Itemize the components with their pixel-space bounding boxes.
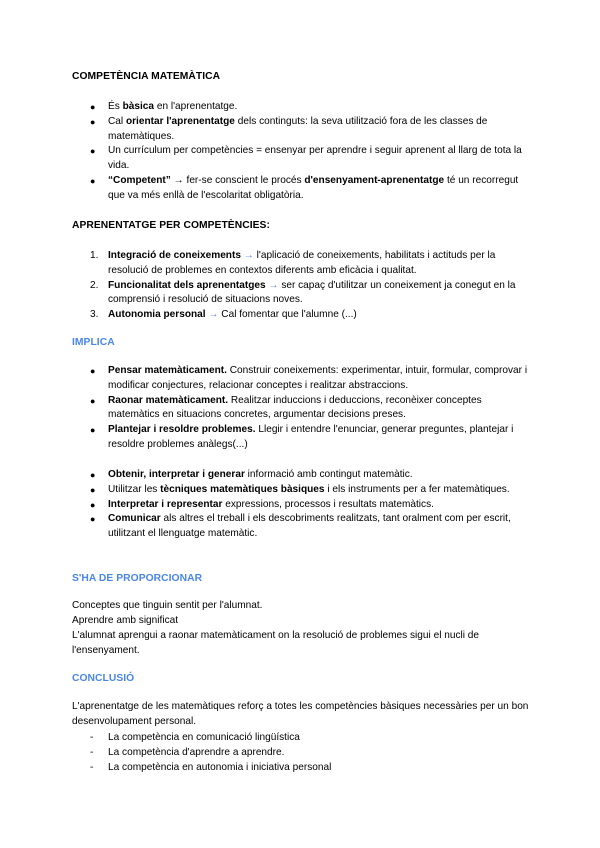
bullet-icon: ●: [90, 425, 96, 436]
heading-competencia-matematica: COMPETÈNCIA MATEMÀTICA: [72, 71, 221, 82]
bullet-icon: ●: [90, 366, 96, 376]
heading-implica: IMPLICA: [72, 337, 115, 348]
dash-icon: -: [90, 732, 94, 743]
bullet-icon: ●: [90, 175, 96, 186]
list-item: 3. Autonomia personal → Cal fomentar que l'alumne (...): [90, 309, 357, 321]
list-item: ● Utilitzar les tècniques matemàtiques bàsiques i els instruments per a fer matemàtiques.: [72, 483, 532, 498]
bullet-icon: ●: [90, 102, 96, 112]
list-item: 2. Funcionalitat dels aprenentatges → ser capaç d'utilitzar un coneixement ja conegut en la comprensió i resolució de situacions noves.: [90, 279, 516, 306]
list-item: - La competència en autonomia i iniciativa personal: [72, 761, 532, 776]
bullet-icon: ●: [90, 484, 96, 495]
bullet-icon: ●: [90, 395, 96, 406]
list-item: ● Interpretar i representar expressions, processos i resultats matemàtics.: [72, 498, 532, 513]
aprenentatge-numbered-list: [72, 249, 532, 323]
heading-proporcionar: S'HA DE PROPORCIONAR: [72, 573, 203, 584]
list-item: ● Un currículum per competències = ensenyar per aprendre i seguir aprenent al llarg de tota la vida.: [90, 145, 522, 172]
competencia-bullet-list: [72, 100, 532, 204]
dash-icon: -: [90, 761, 94, 773]
heading-conclusio: CONCLUSIÓ: [72, 673, 135, 684]
list-item: ● Pensar matemàticament. Construir coneixements: experimentar, intuir, formular, comprovar i modificar conjectures, relacionar conceptes i realitzar abstraccions.: [90, 365, 528, 391]
heading-aprenentatge-competencies: APRENENTATGE PER COMPETÈNCIES:: [72, 220, 270, 231]
conclusio-dash-list: [72, 731, 532, 775]
list-item: ● Comunicar als altres el treball i els descobriments realitzats, tant oralment com per escrit, utilitzant el llenguatge matemàtic.: [90, 513, 511, 540]
bullet-icon: ●: [90, 146, 96, 157]
proporcionar-line-2: Aprendre amb significat: [72, 615, 179, 626]
proporcionar-line-1: Conceptes que tinguin sentit per l'alumnat.: [72, 600, 263, 611]
list-item: ● És bàsica en l'aprenentatge.: [72, 100, 532, 115]
implica-list-1: [72, 364, 532, 453]
dash-icon: -: [90, 746, 94, 758]
list-item: ● Obtenir, interpretar i generar informació amb contingut matemàtic.: [72, 468, 532, 483]
list-item: ● Plantejar i resoldre problemes. Llegir i entendre l'enunciar, generar preguntes, plantejar i resoldre problemes anàlegs(...): [90, 424, 514, 450]
list-item: - La competència en comunicació lingüística: [72, 731, 532, 746]
list-item: - La competència d'aprendre a aprendre.: [72, 746, 532, 761]
bullet-icon: ●: [90, 116, 96, 127]
list-item: ● Raonar matemàticament. Realitzar induccions i deduccions, reconèixer conceptes matemàtics en situacions concretes, argumentar decisions preses.: [90, 394, 482, 421]
conclusio-intro: L'aprenentatge de les matemàtiques reforç a totes les competències bàsiques necessàries per un bon desenvolupament personal.: [72, 701, 529, 727]
list-item: ● Cal orientar l'aprenentatge dels continguts: la seva utilització fora de les classes de matemàtiques.: [90, 115, 488, 142]
proporcionar-line-3: L'alumnat aprengui a raonar matemàticament on la resolució de problemes sigui el nucli de l'ensenyament.: [72, 630, 480, 656]
bullet-icon: ●: [90, 470, 96, 480]
list-item: 1. Integració de coneixements → l'aplicació de coneixements, habilitats i actituds per la resolució de problemes en contextos diferents amb eficàcia i qualitat.: [90, 250, 496, 276]
implica-list-2: [72, 468, 532, 542]
bullet-icon: ●: [90, 514, 96, 525]
bullet-icon: ●: [90, 499, 96, 510]
list-item: ● “Competent” → fer-se conscient le procés d'ensenyament-aprenentatge té un recorregut que va més enllà de l'escolaritat obligatòria.: [90, 174, 519, 201]
